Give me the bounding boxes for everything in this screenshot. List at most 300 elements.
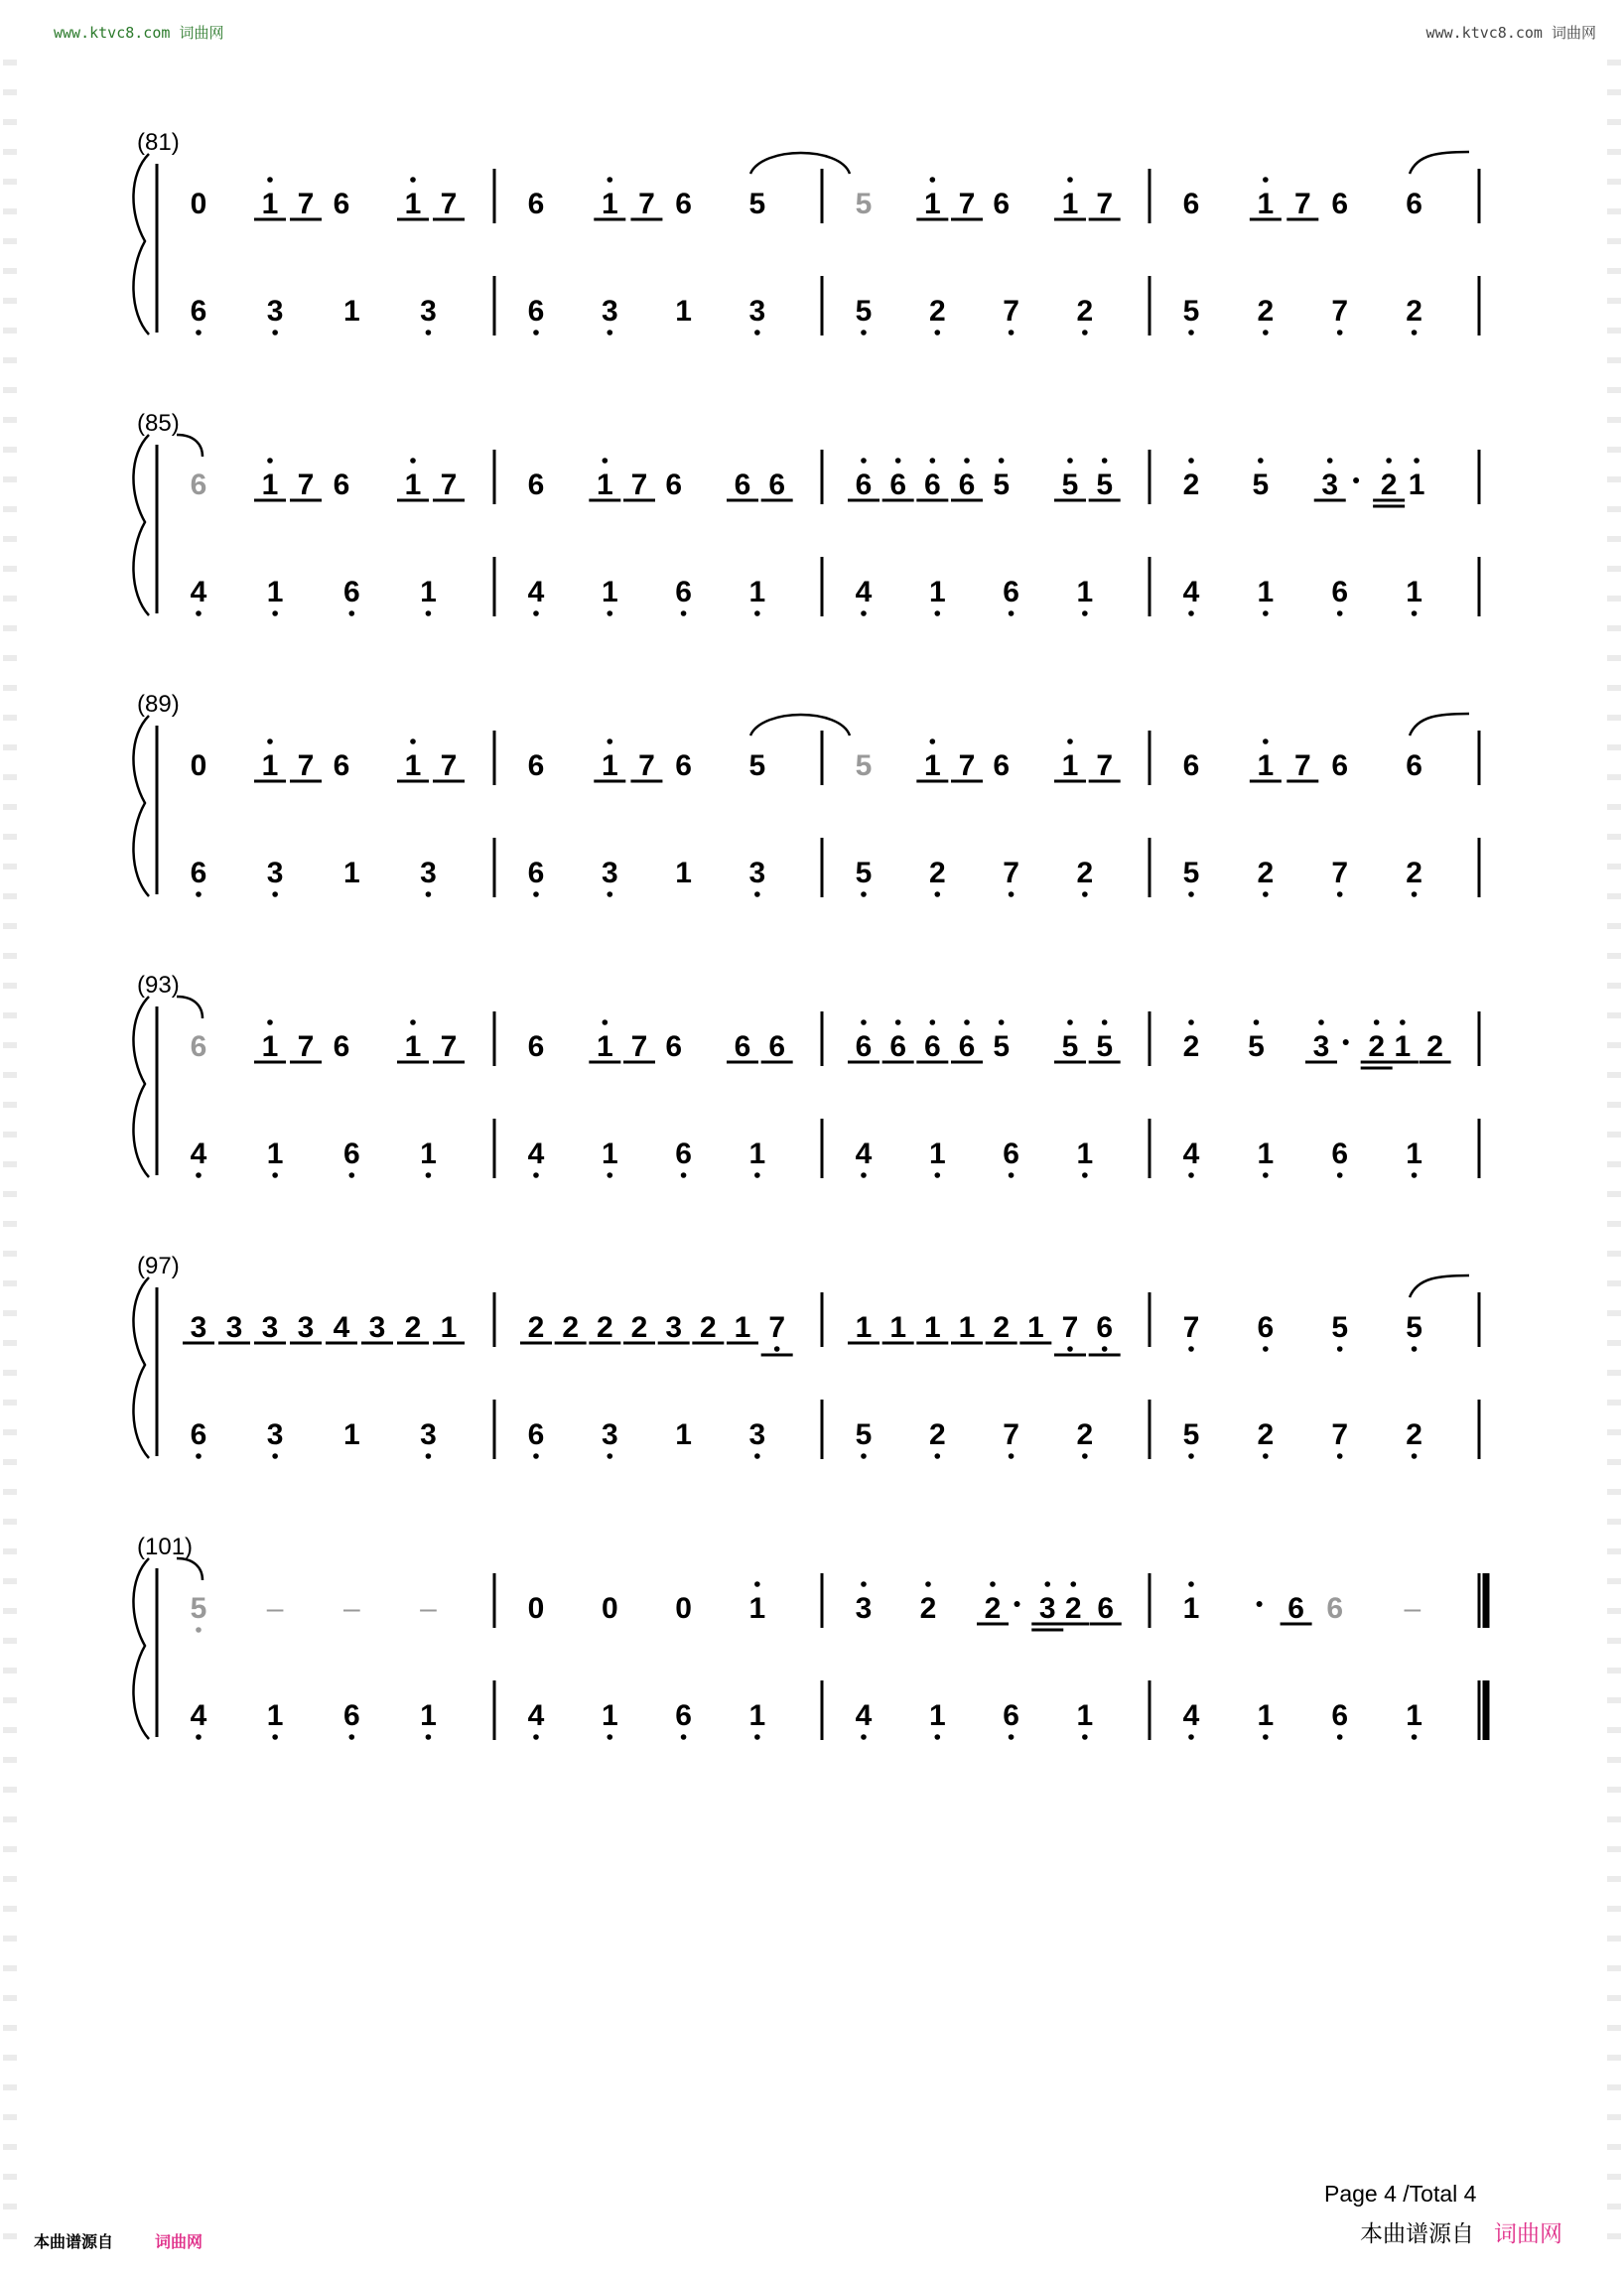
melody-note: 1 <box>404 1030 422 1063</box>
bass-note: 1 <box>420 576 437 608</box>
bass-note-low-dot <box>1188 1734 1194 1740</box>
bass-note: 1 <box>748 1699 766 1732</box>
bass-note: 3 <box>420 295 437 328</box>
melody-note: 0 <box>190 188 207 220</box>
melody-note-high-dot <box>1263 738 1269 744</box>
page-indicator: Page 4 /Total 4 <box>1324 2181 1477 2207</box>
melody-note-low-dot <box>196 1627 202 1633</box>
bass-note: 4 <box>1182 1138 1200 1170</box>
melody-note: 7 <box>440 749 458 782</box>
melody-note: 7 <box>1293 749 1311 782</box>
augmentation-dot <box>1257 1601 1263 1607</box>
melody-note: 2 <box>527 1311 545 1344</box>
melody-note: 3 <box>225 1311 243 1344</box>
melody-note: 6 <box>889 469 907 501</box>
augmentation-dot <box>1343 1039 1349 1045</box>
bass-note: 1 <box>675 295 692 328</box>
melody-note-high-dot <box>607 738 612 744</box>
bass-note-low-dot <box>272 610 278 616</box>
footer-left-link[interactable]: 词曲网 <box>155 2232 203 2251</box>
melody-note: 6 <box>333 188 350 220</box>
melody-note: 6 <box>1326 1592 1344 1625</box>
melody-note: 6 <box>958 469 976 501</box>
bass-note: 2 <box>1257 295 1275 328</box>
melody-note-high-dot <box>1067 738 1073 744</box>
melody-note: 7 <box>1096 188 1114 220</box>
melody-note: 2 <box>1368 1030 1386 1063</box>
bass-note: 5 <box>1182 857 1200 889</box>
melody-note: 6 <box>333 749 350 782</box>
measure-number: (85) <box>137 410 180 437</box>
melody-note: 1 <box>404 749 422 782</box>
melody-note: 2 <box>1064 1592 1082 1625</box>
bass-note-low-dot <box>934 330 940 335</box>
melody-note: 5 <box>855 749 873 782</box>
bass-note-low-dot <box>1412 1453 1418 1459</box>
brace <box>133 154 149 335</box>
brace <box>133 716 149 896</box>
bass-note-low-dot <box>1188 330 1194 335</box>
bass-note: 6 <box>1331 576 1349 608</box>
melody-note-high-dot <box>1386 458 1392 464</box>
bass-note-low-dot <box>196 891 202 897</box>
bass-note: 3 <box>748 857 766 889</box>
bass-note: 1 <box>1257 1699 1275 1732</box>
melody-note-high-dot <box>930 458 936 464</box>
bass-note-low-dot <box>1263 1172 1269 1178</box>
measure-number: (81) <box>137 129 180 156</box>
bass-note-low-dot <box>1082 1172 1088 1178</box>
melody-note: 2 <box>596 1311 613 1344</box>
melody-note: 1 <box>1061 749 1079 782</box>
melody-note: 1 <box>923 1311 941 1344</box>
melody-note-high-dot <box>410 1019 416 1025</box>
bass-note-low-dot <box>861 1172 867 1178</box>
bass-note-low-dot <box>754 1734 760 1740</box>
melody-note-high-dot <box>1374 1019 1380 1025</box>
melody-note: 6 <box>1096 1311 1114 1344</box>
melody-note: 6 <box>665 1030 683 1063</box>
bass-note: 5 <box>1182 295 1200 328</box>
melody-note: 7 <box>297 188 315 220</box>
header-right-url[interactable]: www.ktvc8.com <box>1425 24 1543 42</box>
melody-note: 7 <box>958 188 976 220</box>
melody-note: 6 <box>958 1030 976 1063</box>
bass-note: 1 <box>342 295 360 328</box>
melody-note: 3 <box>1038 1592 1056 1625</box>
bass-note: 1 <box>1076 576 1094 608</box>
melody-note-high-dot <box>410 738 416 744</box>
melody-note: 7 <box>1293 188 1311 220</box>
melody-note: 6 <box>527 188 545 220</box>
bass-note-low-dot <box>861 610 867 616</box>
melody-note: 2 <box>919 1592 937 1625</box>
melody-note-high-dot <box>267 458 273 464</box>
bass-note-low-dot <box>607 1453 612 1459</box>
melody-note-low-dot <box>1188 1346 1194 1352</box>
tie <box>1410 1275 1469 1297</box>
melody-note: 7 <box>1061 1311 1079 1344</box>
bass-note: 2 <box>1406 857 1422 889</box>
melody-note-high-dot <box>861 1019 867 1025</box>
melody-note: 1 <box>601 749 618 782</box>
melody-note: 6 <box>1182 188 1200 220</box>
bass-note-low-dot <box>272 1734 278 1740</box>
tie <box>177 435 203 457</box>
melody-note: 5 <box>1406 1311 1422 1344</box>
melody-note: 6 <box>1331 188 1349 220</box>
melody-note: 6 <box>889 1030 907 1063</box>
bass-note-low-dot <box>196 610 202 616</box>
bass-note: 2 <box>1076 857 1094 889</box>
melody-note: 2 <box>404 1311 422 1344</box>
bass-note: 7 <box>1331 295 1349 328</box>
bass-note: 4 <box>190 1138 207 1170</box>
melody-note: 0 <box>527 1592 545 1625</box>
footer-source-label: 本曲谱源自 <box>1360 2221 1474 2247</box>
bass-note: 1 <box>1257 576 1275 608</box>
bass-note: 4 <box>190 1699 207 1732</box>
bass-note-low-dot <box>1188 610 1194 616</box>
bass-note-low-dot <box>1337 1453 1343 1459</box>
bass-note-low-dot <box>1337 1172 1343 1178</box>
footer-source-link[interactable]: 词曲网 <box>1494 2221 1562 2247</box>
melody-note-low-dot <box>1412 1346 1418 1352</box>
melody-note: 6 <box>1257 1311 1275 1344</box>
melody-note-high-dot <box>930 738 936 744</box>
bass-note-low-dot <box>426 1734 432 1740</box>
melody-note: 6 <box>333 469 350 501</box>
bass-note: 1 <box>266 576 284 608</box>
bass-note: 6 <box>675 1138 692 1170</box>
melody-note: 7 <box>630 1030 648 1063</box>
bass-note: 7 <box>1331 857 1349 889</box>
melody-note: 1 <box>596 1030 613 1063</box>
bass-note-low-dot <box>426 1172 432 1178</box>
bass-note-low-dot <box>1337 891 1343 897</box>
melody-note-high-dot <box>754 1581 760 1587</box>
melody-note: 2 <box>993 1311 1011 1344</box>
bass-note-low-dot <box>681 1172 687 1178</box>
tie <box>750 153 850 174</box>
melody-note: 6 <box>333 1030 350 1063</box>
bass-note: 6 <box>527 857 545 889</box>
melody-note: 6 <box>527 469 545 501</box>
bass-note-low-dot <box>272 330 278 335</box>
bass-note: 6 <box>342 1699 360 1732</box>
melody-note: 7 <box>440 188 458 220</box>
bass-note: 2 <box>1257 857 1275 889</box>
bass-note-low-dot <box>426 330 432 335</box>
bass-note-low-dot <box>934 891 940 897</box>
bass-note-low-dot <box>1412 1172 1418 1178</box>
melody-note: 3 <box>855 1592 873 1625</box>
header-left-url[interactable]: www.ktvc8.com <box>54 24 171 42</box>
melody-note: 5 <box>1331 1311 1349 1344</box>
melody-note-high-dot <box>410 458 416 464</box>
melody-note: 1 <box>1061 188 1079 220</box>
bass-note: 3 <box>266 1418 284 1451</box>
bass-note: 6 <box>342 576 360 608</box>
melody-note: 1 <box>261 469 279 501</box>
bass-note: 6 <box>675 576 692 608</box>
melody-note: 6 <box>768 1030 786 1063</box>
bass-note: 6 <box>190 857 207 889</box>
melody-note-high-dot <box>607 177 612 183</box>
melody-note: 6 <box>923 1030 941 1063</box>
bass-note-low-dot <box>533 1734 539 1740</box>
bass-note: 2 <box>1076 295 1094 328</box>
brace <box>133 997 149 1177</box>
melody-note: – <box>420 1592 437 1625</box>
melody-note: 6 <box>1182 749 1200 782</box>
measure-number: (97) <box>137 1253 180 1279</box>
melody-note: 5 <box>1096 469 1114 501</box>
bass-note: 7 <box>1003 295 1019 328</box>
bass-note: 3 <box>266 295 284 328</box>
melody-note-high-dot <box>895 1019 901 1025</box>
system-5 <box>133 1253 1479 1459</box>
melody-note: 7 <box>1182 1311 1200 1344</box>
bass-note-low-dot <box>1412 1734 1418 1740</box>
bass-note: 5 <box>855 857 873 889</box>
melody-note: 1 <box>601 188 618 220</box>
melody-note: 6 <box>1097 1592 1115 1625</box>
bass-note: 1 <box>266 1138 284 1170</box>
melody-note-high-dot <box>1263 177 1269 183</box>
bass-note-low-dot <box>1337 610 1343 616</box>
bass-note: 1 <box>748 576 766 608</box>
bass-note-low-dot <box>533 610 539 616</box>
melody-note: 2 <box>984 1592 1002 1625</box>
bass-note-low-dot <box>754 1172 760 1178</box>
header-left-site-name: 词曲网 <box>179 24 224 42</box>
system-6 <box>133 1534 1486 1740</box>
bass-note-low-dot <box>607 1734 612 1740</box>
bass-note: 6 <box>342 1138 360 1170</box>
melody-note: 3 <box>1321 469 1339 501</box>
bass-note: 1 <box>1406 1138 1422 1170</box>
melody-note: 1 <box>958 1311 976 1344</box>
melody-note: 1 <box>923 188 941 220</box>
bass-note: 1 <box>342 857 360 889</box>
melody-note: 6 <box>768 469 786 501</box>
melody-note: 7 <box>958 749 976 782</box>
bass-note: 1 <box>601 576 618 608</box>
bass-note: 5 <box>855 1418 873 1451</box>
melody-note-high-dot <box>930 1019 936 1025</box>
melody-note: 7 <box>768 1311 786 1344</box>
tie <box>177 1558 203 1580</box>
bass-note-low-dot <box>1082 1734 1088 1740</box>
bass-note: 6 <box>1331 1699 1349 1732</box>
system-1 <box>133 129 1479 335</box>
melody-note: 7 <box>630 469 648 501</box>
melody-note: 1 <box>1182 1592 1200 1625</box>
bass-note-low-dot <box>607 1172 612 1178</box>
melody-note: 3 <box>665 1311 683 1344</box>
bass-note: 2 <box>928 857 946 889</box>
melody-note: 1 <box>889 1311 907 1344</box>
header-right-site-name: 词曲网 <box>1551 24 1596 42</box>
melody-note: 5 <box>1061 469 1079 501</box>
bass-note: 1 <box>928 1699 946 1732</box>
bass-note-low-dot <box>861 891 867 897</box>
melody-note-high-dot <box>999 458 1005 464</box>
melody-note: 5 <box>190 1592 207 1625</box>
melody-note: 6 <box>855 469 873 501</box>
melody-note-high-dot <box>1102 1019 1108 1025</box>
melody-note: 1 <box>404 188 422 220</box>
bass-note-low-dot <box>348 1172 354 1178</box>
bass-note-low-dot <box>272 1453 278 1459</box>
melody-note: 2 <box>1182 1030 1200 1063</box>
melody-note: 6 <box>734 469 751 501</box>
bass-note-low-dot <box>1009 330 1015 335</box>
melody-note-high-dot <box>1070 1581 1076 1587</box>
bass-note-low-dot <box>861 1734 867 1740</box>
bass-note: 6 <box>1003 576 1019 608</box>
melody-note: 5 <box>993 1030 1011 1063</box>
melody-note-low-dot <box>1067 1346 1073 1352</box>
melody-note: – <box>342 1592 360 1625</box>
melody-note-low-dot <box>774 1346 780 1352</box>
bass-note: 2 <box>928 295 946 328</box>
melody-note: 7 <box>1096 749 1114 782</box>
bass-note: 6 <box>527 1418 545 1451</box>
bass-note: 2 <box>1076 1418 1094 1451</box>
melody-note: 5 <box>993 469 1011 501</box>
melody-note: 7 <box>297 469 315 501</box>
bass-note: 7 <box>1003 1418 1019 1451</box>
melody-note-high-dot <box>1188 1019 1194 1025</box>
melody-note: 1 <box>1394 1030 1412 1063</box>
bass-note-low-dot <box>1082 1453 1088 1459</box>
bass-note: 2 <box>928 1418 946 1451</box>
melody-note: 1 <box>1257 188 1275 220</box>
melody-note: 6 <box>190 1030 207 1063</box>
brace <box>133 1277 149 1458</box>
melody-note: 3 <box>297 1311 315 1344</box>
melody-note: 1 <box>440 1311 458 1344</box>
bass-note-low-dot <box>1188 891 1194 897</box>
melody-note: 6 <box>734 1030 751 1063</box>
melody-note-high-dot <box>1188 458 1194 464</box>
melody-note: 2 <box>699 1311 717 1344</box>
melody-note: 7 <box>440 1030 458 1063</box>
bass-note: 1 <box>266 1699 284 1732</box>
bass-note-low-dot <box>934 1734 940 1740</box>
melody-note-high-dot <box>861 1581 867 1587</box>
bass-note: 4 <box>1182 576 1200 608</box>
melody-note: 2 <box>1182 469 1200 501</box>
melody-note-high-dot <box>930 177 936 183</box>
bass-note: 6 <box>1003 1699 1019 1732</box>
measure-number: (93) <box>137 972 180 999</box>
bass-note: 1 <box>342 1418 360 1451</box>
brace <box>133 435 149 615</box>
melody-note: 2 <box>1380 469 1398 501</box>
bass-note: 3 <box>748 295 766 328</box>
melody-note: 6 <box>675 749 692 782</box>
bass-note-low-dot <box>754 891 760 897</box>
melody-note: 5 <box>748 749 766 782</box>
melody-note: 4 <box>333 1311 350 1344</box>
bass-note-low-dot <box>196 1172 202 1178</box>
bass-note: 4 <box>527 1138 545 1170</box>
bass-note: 4 <box>855 1699 873 1732</box>
melody-note: 3 <box>190 1311 207 1344</box>
bass-note-low-dot <box>426 610 432 616</box>
footer-left-label: 本曲谱源自 <box>34 2232 114 2251</box>
bass-note-low-dot <box>196 330 202 335</box>
melody-note: 5 <box>855 188 873 220</box>
bass-note-low-dot <box>1009 1453 1015 1459</box>
bass-note: 6 <box>1003 1138 1019 1170</box>
bass-note-low-dot <box>861 1453 867 1459</box>
melody-note: 1 <box>261 749 279 782</box>
melody-note-high-dot <box>603 458 609 464</box>
bass-note-low-dot <box>426 891 432 897</box>
bass-note-low-dot <box>1263 610 1269 616</box>
bass-note: 1 <box>1406 1699 1422 1732</box>
bass-note: 6 <box>527 295 545 328</box>
melody-note-low-dot <box>1263 1346 1269 1352</box>
bass-note: 4 <box>1182 1699 1200 1732</box>
augmentation-dot <box>1353 477 1359 483</box>
bass-note: 4 <box>190 576 207 608</box>
melody-note: 1 <box>855 1311 873 1344</box>
melody-note: 6 <box>527 1030 545 1063</box>
bass-note: 1 <box>1076 1138 1094 1170</box>
bass-note-low-dot <box>1009 891 1015 897</box>
bass-note: 1 <box>601 1699 618 1732</box>
bass-note: 1 <box>928 576 946 608</box>
melody-note-high-dot <box>1067 458 1073 464</box>
melody-note-high-dot <box>1067 1019 1073 1025</box>
bass-note-low-dot <box>1009 1172 1015 1178</box>
melody-note: 3 <box>1312 1030 1330 1063</box>
system-4 <box>133 972 1479 1178</box>
bass-note-low-dot <box>1188 1172 1194 1178</box>
bass-note-low-dot <box>754 610 760 616</box>
melody-note: 3 <box>368 1311 386 1344</box>
melody-note: 6 <box>190 469 207 501</box>
augmentation-dot <box>1015 1601 1020 1607</box>
melody-note: 6 <box>1406 188 1422 220</box>
bass-note-low-dot <box>1412 330 1418 335</box>
melody-note: 1 <box>748 1592 766 1625</box>
bass-note: 4 <box>527 1699 545 1732</box>
melody-note: 1 <box>404 469 422 501</box>
system-2 <box>133 410 1479 616</box>
melody-note-high-dot <box>1102 458 1108 464</box>
melody-note-high-dot <box>895 458 901 464</box>
bass-note: 5 <box>855 295 873 328</box>
bass-note-low-dot <box>196 1734 202 1740</box>
bass-note-low-dot <box>1412 610 1418 616</box>
melody-note: 6 <box>527 749 545 782</box>
bass-note: 1 <box>928 1138 946 1170</box>
bass-note-low-dot <box>426 1453 432 1459</box>
melody-note-high-dot <box>925 1581 931 1587</box>
melody-note: 1 <box>734 1311 751 1344</box>
melody-note: 7 <box>297 749 315 782</box>
bass-note-low-dot <box>607 330 612 335</box>
melody-note: 6 <box>1406 749 1422 782</box>
bass-note: 1 <box>420 1699 437 1732</box>
melody-note: 6 <box>993 749 1011 782</box>
